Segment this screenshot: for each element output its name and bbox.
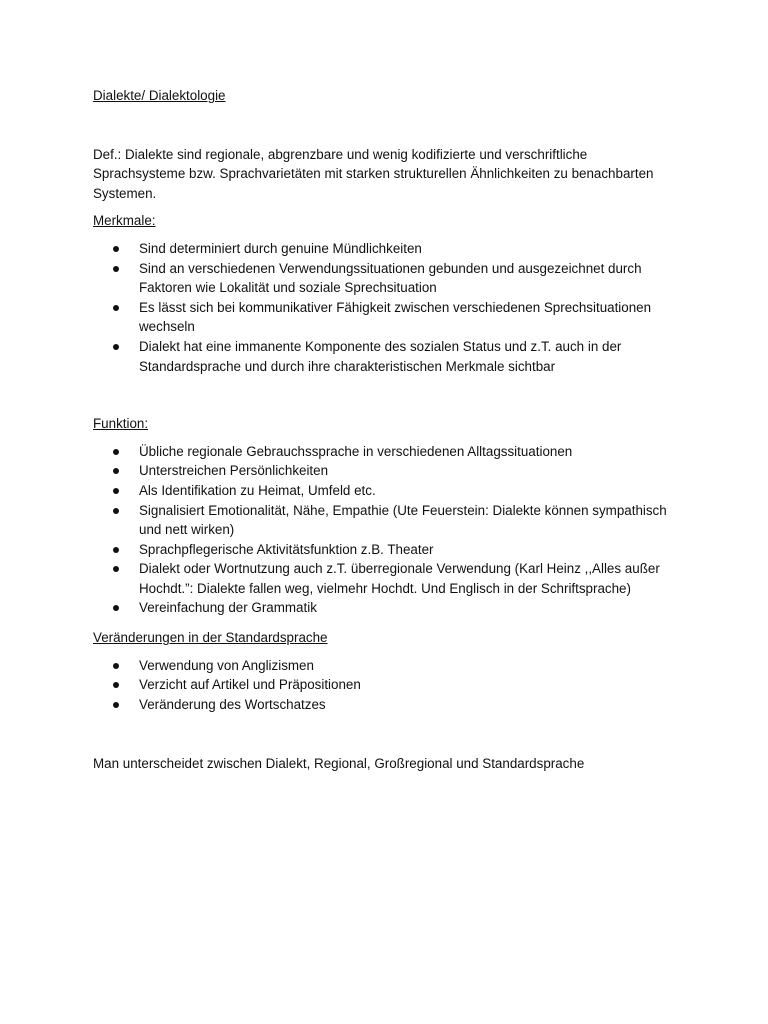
funktion-heading: Funktion: (93, 416, 149, 432)
list-item-text: Unterstreichen Persönlichkeiten (139, 463, 329, 479)
list-item (93, 259, 683, 298)
list-item-text: Vereinfachung der Grammatik (139, 600, 317, 616)
list-item-text: Es lässt sich bei kommunikativer Fähigkeit zwischen verschiedenen Sprechsituationen wechseln (139, 299, 652, 335)
bullet-icon (113, 605, 119, 611)
list-item-text: Veränderung des Wortschatzes (139, 696, 326, 712)
bullet-icon (113, 344, 119, 350)
list-item (93, 442, 683, 462)
bullet-icon (113, 449, 119, 455)
bullet-icon (113, 566, 119, 572)
list-item-text: Verzicht auf Artikel und Präpositionen (139, 677, 361, 693)
bullet-icon (113, 508, 119, 514)
list-item (93, 540, 683, 560)
bullet-icon (113, 246, 119, 252)
list-item (93, 559, 683, 598)
list-item-text: Dialekt hat eine immanente Komponente des sozialen Status und z.T. auch in der Standardsprache und durch ihre charakteristischen Merkmale sichtbar (139, 338, 622, 374)
list-item (93, 461, 683, 481)
merkmale-heading: Merkmale: (93, 213, 156, 229)
veraenderungen-list (93, 656, 683, 715)
bullet-icon (113, 305, 119, 311)
list-item (93, 298, 683, 337)
closing-sentence: Man unterscheidet zwischen Dialekt, Regional, Großregional und Standardsprache (93, 756, 585, 772)
list-item-text: Signalisiert Emotionalität, Nähe, Empathie (Ute Feuerstein: Dialekte können sympathisch und nett wirken) (139, 502, 667, 538)
merkmale-list (93, 239, 683, 376)
list-item-text: Sind determiniert durch genuine Mündlichkeiten (139, 240, 422, 256)
bullet-icon (113, 468, 119, 474)
veraenderungen-heading: Veränderungen in der Standardsprache (93, 630, 328, 646)
bullet-icon (113, 663, 119, 669)
list-item (93, 656, 683, 676)
document-content (93, 86, 683, 774)
bullet-icon (113, 547, 119, 553)
list-item (93, 501, 683, 540)
bullet-icon (113, 702, 119, 708)
definition-paragraph: Def.: Dialekte sind regionale, abgrenzbare und wenig kodifizierte und verschriftliche Sprachsysteme bzw. Sprachvarietäten mit starken strukturellen Ähnlichkeiten zu benachbarten Systemen. (93, 146, 654, 201)
bullet-icon (113, 488, 119, 494)
document-title: Dialekte/ Dialektologie (93, 88, 226, 103)
list-item (93, 239, 683, 259)
list-item (93, 337, 683, 376)
list-item (93, 481, 683, 501)
funktion-list (93, 442, 683, 618)
bullet-icon (113, 266, 119, 272)
bullet-icon (113, 682, 119, 688)
list-item-text: Dialekt oder Wortnutzung auch z.T. überregionale Verwendung (Karl Heinz ,,Alles außer Hochdt.”: Dialekte fallen weg, vielmehr Hochdt. Und Englisch in der Schriftsprache) (139, 561, 660, 596)
list-item-text: Verwendung von Anglizismen (139, 657, 314, 673)
list-item (93, 695, 683, 715)
list-item-text: Übliche regionale Gebrauchssprache in verschiedenen Alltagssituationen (139, 443, 573, 459)
list-item (93, 598, 683, 618)
list-item (93, 675, 683, 695)
list-item-text: Als Identifikation zu Heimat, Umfeld etc. (139, 482, 376, 498)
list-item-text: Sind an verschiedenen Verwendungssituationen gebunden und ausgezeichnet durch Faktoren wie Lokalität und soziale Sprechsituation (139, 260, 642, 296)
list-item-text: Sprachpflegerische Aktivitätsfunktion z.B. Theater (139, 541, 434, 557)
